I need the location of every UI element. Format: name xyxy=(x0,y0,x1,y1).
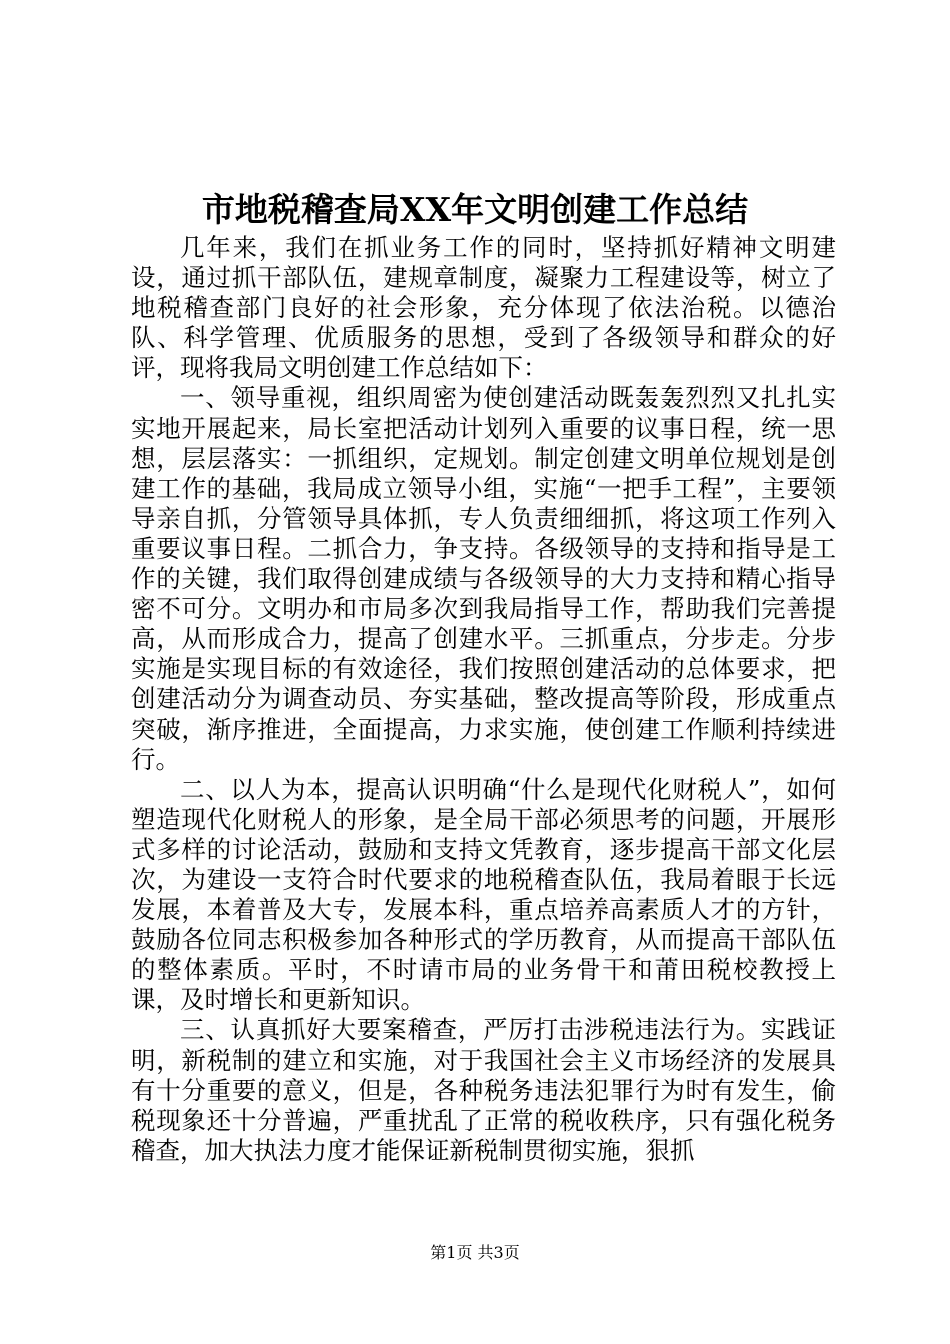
document-title: 市地税稽查局XX年文明创建工作总结 xyxy=(201,190,749,229)
paragraph-section-2: 二、以人为本，提高认识明确“什么是现代化财税人”，如何塑造现代化财税人的形象，是全局干部必须思考的问题，开展形式多样的讨论活动，鼓励和支持文凭教育，逐步提高干部文化层次，为建设一支符合时代要求的地税稽查队伍，我局着眼于长远发展，本着普及大专，发展本科，重点培养高素质人才的方针，鼓励各位同志积极参加各种形式的学历教育，从而提高干部队伍的整体素质。平时，不时请市局的业务骨干和莆田税校教授上课，及时增长和更新知识。 xyxy=(131,774,836,1015)
paragraph-section-3: 三、认真抓好大要案稽查，严厉打击涉税违法行为。实践证明，新税制的建立和实施，对于我国社会主义市场经济的发展具有十分重要的意义，但是，各种税务违法犯罪行为时有发生，偷税现象还十分普遍，严重扰乱了正常的税收秩序，只有强化税务稽查，加大执法力度才能保证新税制贯彻实施，狠抓 xyxy=(131,1015,836,1165)
paragraph-intro: 几年来，我们在抓业务工作的同时，坚持抓好精神文明建设，通过抓干部队伍，建规章制度，凝聚力工程建设等，树立了地税稽查部门良好的社会形象，充分体现了依法治税。以德治队、科学管理、优质服务的思想，受到了各级领导和群众的好评，现将我局文明创建工作总结如下： xyxy=(131,233,836,383)
page-footer: 第1页 共3页 xyxy=(430,1243,520,1262)
document-body xyxy=(131,233,836,1166)
paragraph-section-1: 一、领导重视，组织周密为使创建活动既轰轰烈烈又扎扎实实地开展起来，局长室把活动计划列入重要的议事日程，统一思想，层层落实：一抓组织，定规划。制定创建文明单位规划是创建工作的基础，我局成立领导小组，实施“一把手工程”，主要领导亲自抓，分管领导具体抓，专人负责细细抓，将这项工作列入重要议事日程。二抓合力，争支持。各级领导的支持和指导是工作的关键，我们取得创建成绩与各级领导的大力支持和精心指导密不可分。文明办和市局多次到我局指导工作，帮助我们完善提高，从而形成合力，提高了创建水平。三抓重点，分步走。分步实施是实现目标的有效途径，我们按照创建活动的总体要求，把创建活动分为调查动员、夯实基础，整改提高等阶段，形成重点突破，渐序推进，全面提高，力求实施，使创建工作顺利持续进行。 xyxy=(131,383,836,774)
